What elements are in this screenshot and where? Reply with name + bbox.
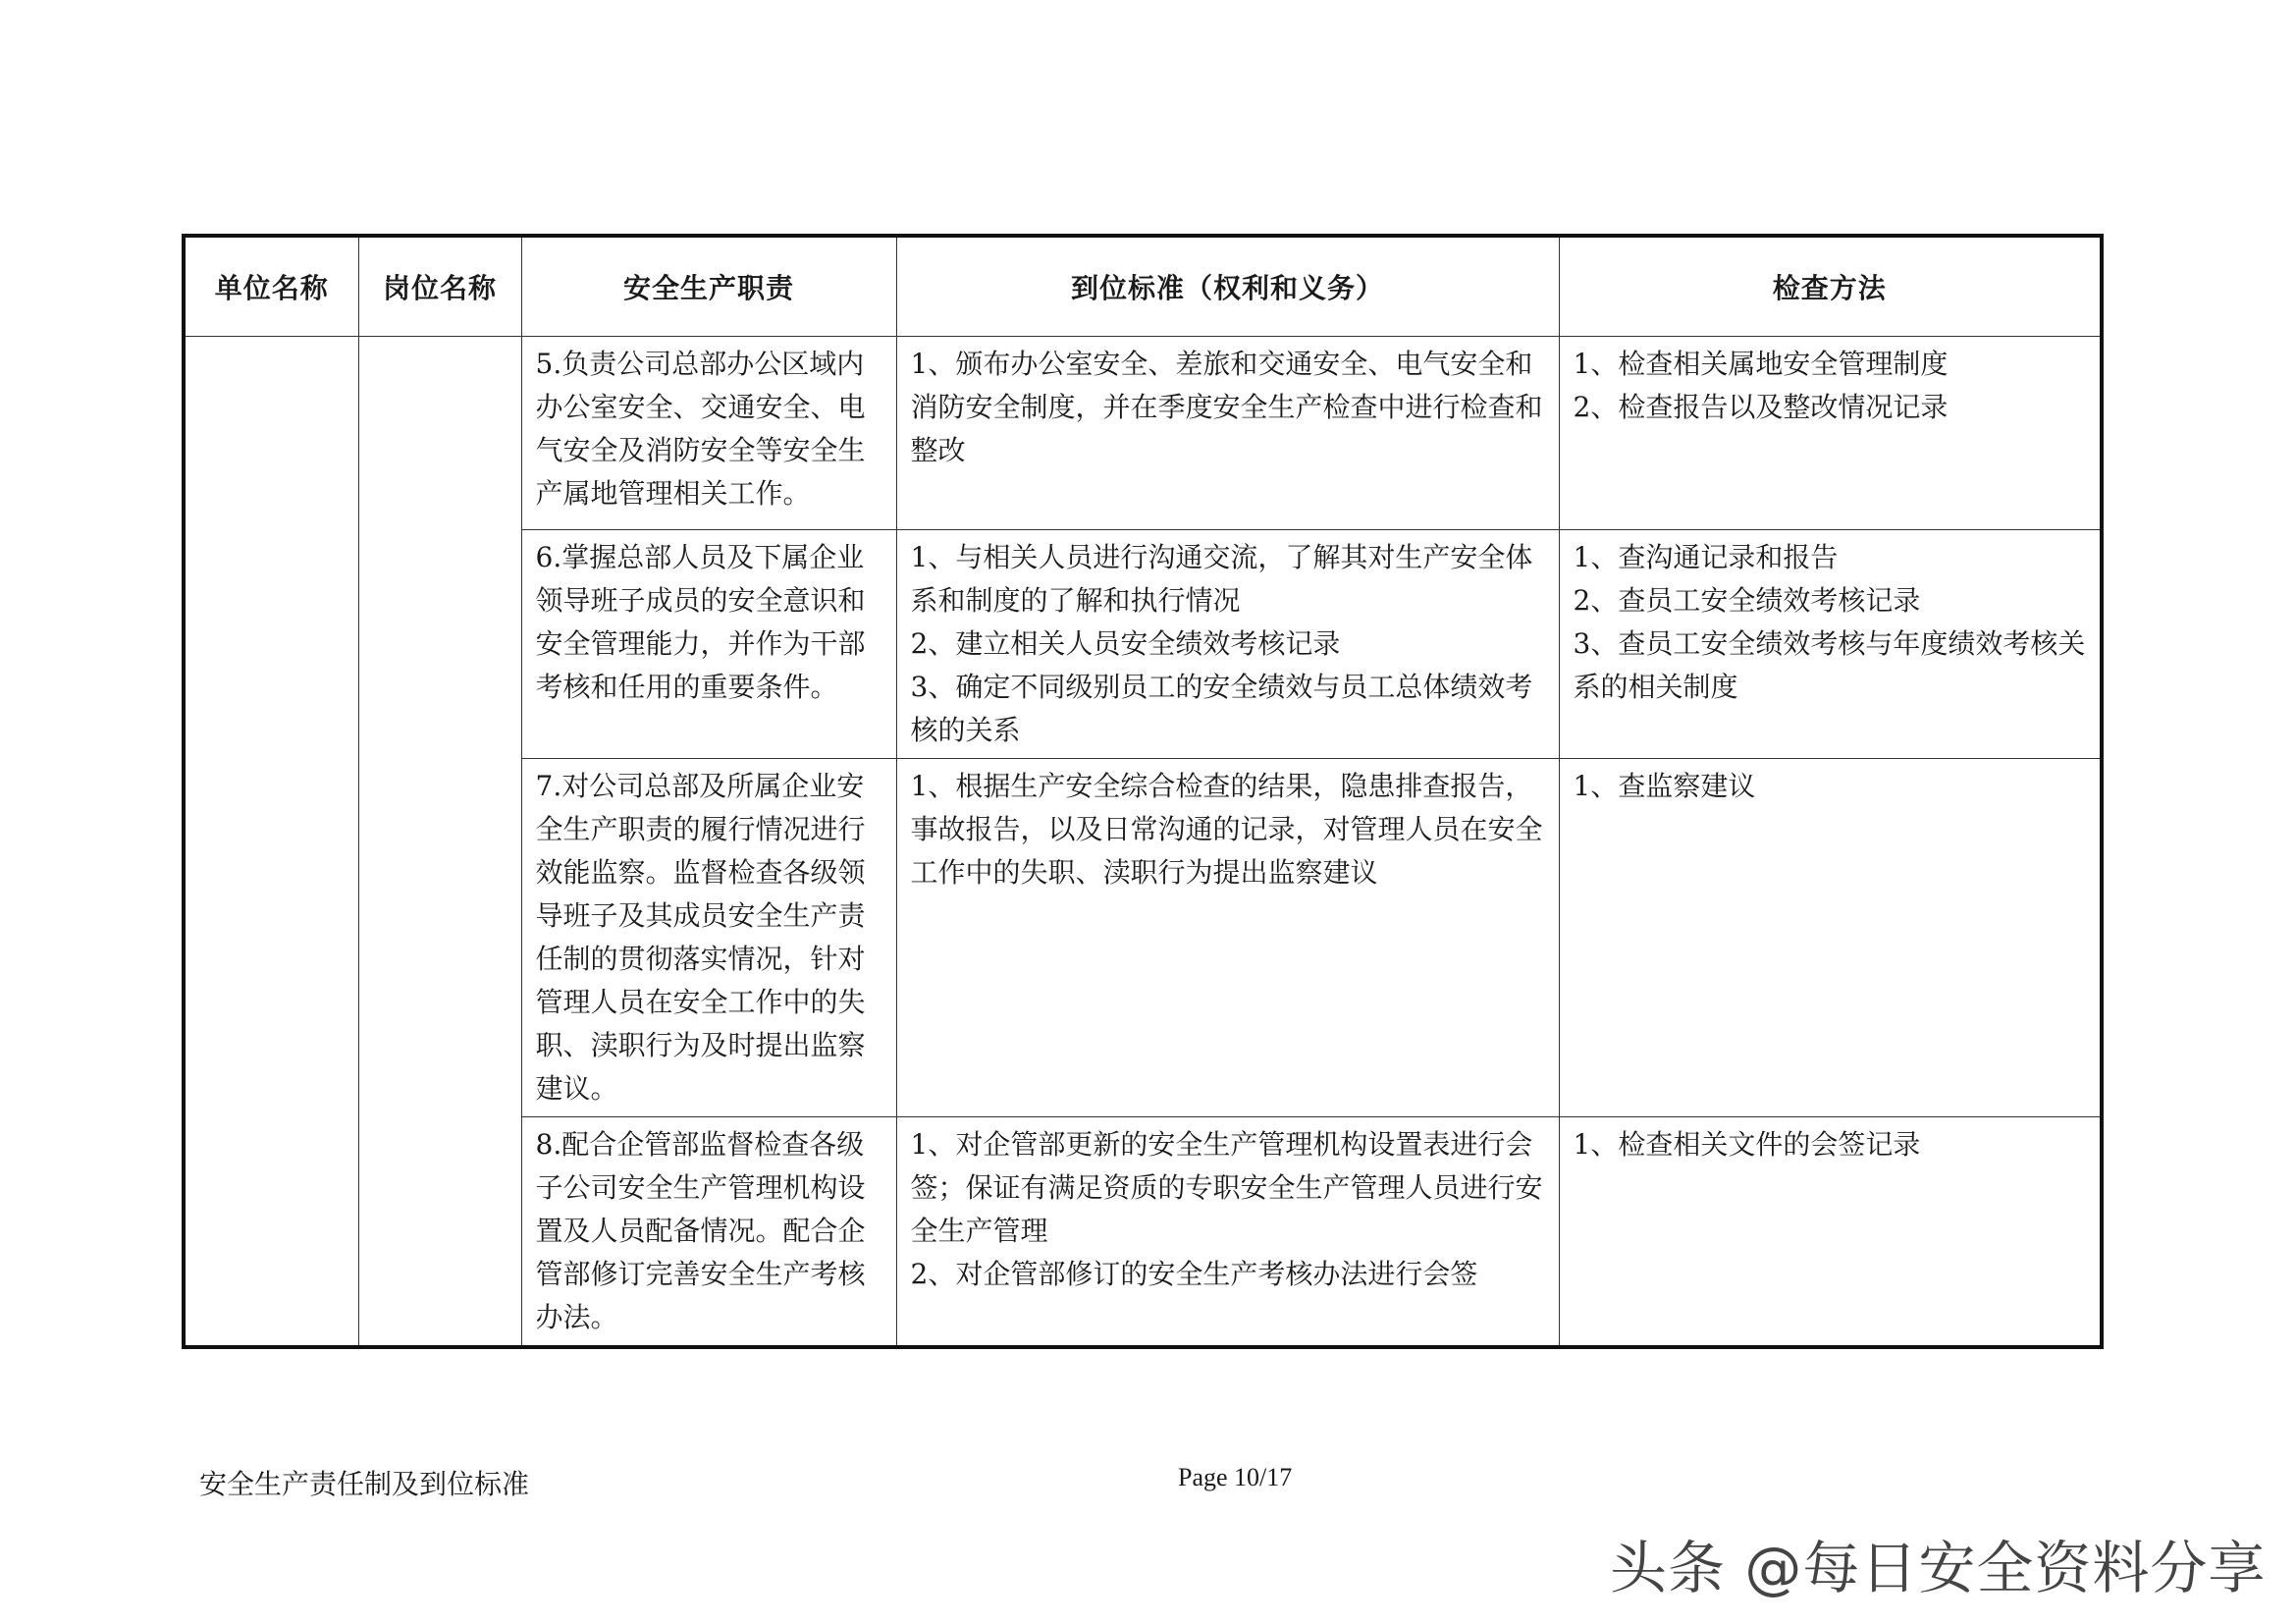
check-method-cell: 1、查沟通记录和报告 2、查员工安全绩效考核记录 3、查员工安全绩效考核与年度绩效考核关系的相关制度 — [1559, 530, 2102, 759]
table-header-row — [184, 236, 2102, 337]
standard-cell: 1、根据生产安全综合检查的结果，隐患排查报告，事故报告，以及日常沟通的记录，对管理人员在安全工作中的失职、渎职行为提出监察建议 — [896, 759, 1559, 1117]
unit-name-cell — [184, 337, 358, 1348]
duty-cell: 6.掌握总部人员及下属企业领导班子成员的安全意识和安全管理能力，并作为干部考核和任用的重要条件。 — [521, 530, 896, 759]
header-standard: 到位标准（权利和义务） — [896, 236, 1559, 337]
header-unit-name: 单位名称 — [184, 236, 358, 337]
duty-cell: 8.配合企管部监督检查各级子公司安全生产管理机构设置及人员配备情况。配合企管部修订完善安全生产考核办法。 — [521, 1117, 896, 1348]
header-safety-duty: 安全生产职责 — [521, 236, 896, 337]
duty-cell: 5.负责公司总部办公区域内办公室安全、交通安全、电气安全及消防安全等安全生产属地管理相关工作。 — [521, 337, 896, 530]
check-method-cell: 1、查监察建议 — [1559, 759, 2102, 1117]
footer-document-title: 安全生产责任制及到位标准 — [199, 1468, 530, 1500]
responsibility-table — [182, 234, 2104, 1349]
post-name-cell — [358, 337, 521, 1348]
footer-page-number: Page 10/17 — [1178, 1463, 1293, 1491]
duty-cell: 7.对公司总部及所属企业安全生产职责的履行情况进行效能监察。监督检查各级领导班子及其成员安全生产责任制的贯彻落实情况，针对管理人员在安全工作中的失职、渎职行为及时提出监察建议。 — [521, 759, 896, 1117]
watermark: 头条 @每日安全资料分享 — [1610, 1535, 2267, 1601]
check-method-cell: 1、检查相关文件的会签记录 — [1559, 1117, 2102, 1348]
header-post-name: 岗位名称 — [358, 236, 521, 337]
header-check-method: 检查方法 — [1559, 236, 2102, 337]
standard-cell: 1、对企管部更新的安全生产管理机构设置表进行会签；保证有满足资质的专职安全生产管理人员进行安全生产管理 2、对企管部修订的安全生产考核办法进行会签 — [896, 1117, 1559, 1348]
check-method-cell: 1、检查相关属地安全管理制度 2、检查报告以及整改情况记录 — [1559, 337, 2102, 530]
standard-cell: 1、颁布办公室安全、差旅和交通安全、电气安全和消防安全制度，并在季度安全生产检查中进行检查和整改 — [896, 337, 1559, 530]
table-row — [184, 337, 2102, 530]
standard-cell: 1、与相关人员进行沟通交流，了解其对生产安全体系和制度的了解和执行情况 2、建立相关人员安全绩效考核记录 3、确定不同级别员工的安全绩效与员工总体绩效考核的关系 — [896, 530, 1559, 759]
